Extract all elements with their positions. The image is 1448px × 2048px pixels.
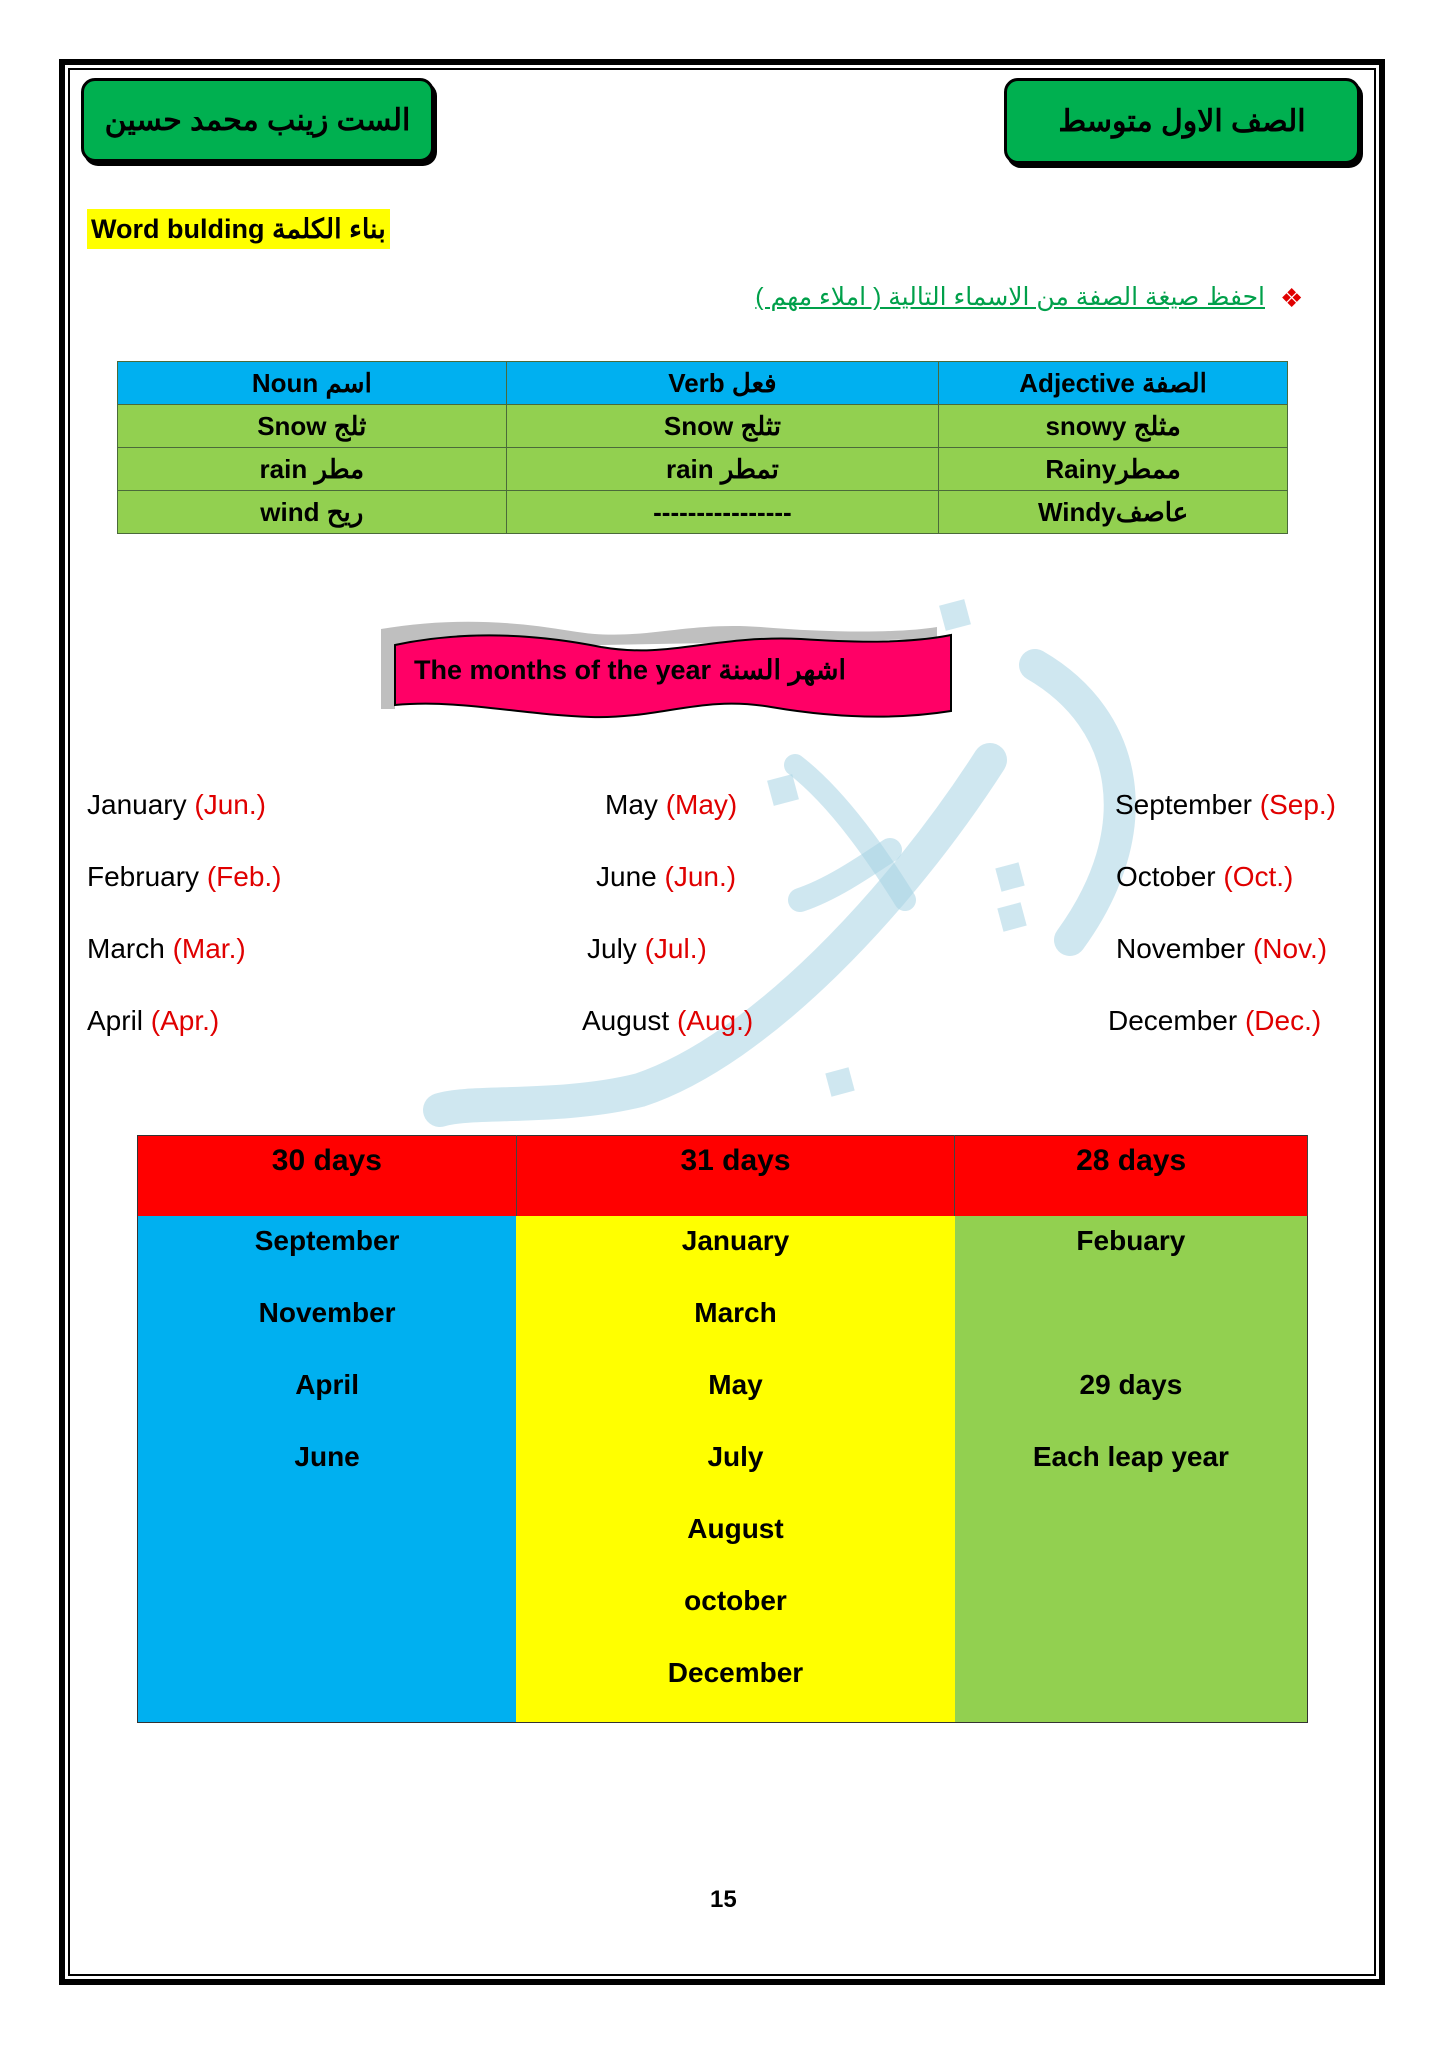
month-name: August [582,1005,670,1036]
month-abbreviation: (May) [665,789,738,820]
table-cell: Snow تثلج [506,405,939,448]
page-number: 15 [710,1886,737,1913]
month-cell: 29 days [1079,1368,1183,1400]
month-cell: May [708,1368,763,1400]
month-cell: June [294,1440,360,1472]
month-item [1115,789,1336,821]
col-30-days [138,1216,517,1723]
month-abbreviation: (Nov.) [1252,933,1328,964]
month-name: November [1116,933,1246,964]
month-abbreviation: (Apr.) [150,1005,220,1036]
month-abbreviation: (Dec.) [1244,1005,1322,1036]
table-header-row [118,362,1288,405]
grade-label: الصف الاول متوسط [1058,104,1306,138]
header-31-days: 31 days [516,1136,955,1216]
month-item [1108,1005,1321,1037]
month-name: February [87,861,200,892]
col-28-days [955,1216,1308,1723]
table-cell: Rainyممطر [939,448,1288,491]
month-cell: January [681,1224,790,1256]
month-abbreviation: (Jun.) [194,789,266,820]
month-item [87,789,266,821]
days-header-row [138,1136,1308,1216]
month-name: December [1108,1005,1238,1036]
days-body-row [138,1216,1308,1723]
month-name: September [1115,789,1252,820]
month-abbreviation: (Oct.) [1223,861,1294,892]
month-cell: December [667,1656,804,1688]
month-cell: Each leap year [1032,1440,1229,1472]
table-cell: rain تمطر [506,448,939,491]
month-abbreviation: (Mar.) [172,933,246,964]
month-name: July [587,933,637,964]
header-verb: Verb فعل [506,362,939,405]
month-cell: Febuary [1076,1224,1186,1256]
month-name: May [605,789,658,820]
table-row [118,405,1288,448]
month-cell: August [687,1512,784,1544]
days-table [137,1135,1308,1723]
month-cell: November [258,1296,396,1328]
month-abbreviation: (Jun.) [664,861,737,892]
table-cell: rain مطر [118,448,507,491]
table-cell: ---------------- [506,491,939,534]
month-cell: April [295,1368,359,1400]
month-item [87,1005,219,1037]
col-31-days [516,1216,955,1723]
month-cell: october [684,1584,787,1616]
table-cell: wind ريح [118,491,507,534]
word-building-table [117,361,1288,534]
banner-title: The months of the year اشهر السنة [414,655,846,685]
month-item [587,933,707,965]
table-cell: Windyعاصف [939,491,1288,534]
month-item [582,1005,753,1037]
month-name: June [596,861,657,892]
teacher-name: الست زينب محمد حسين [104,103,411,137]
header-adjective: Adjective الصفة [939,362,1288,405]
month-item [1116,861,1293,893]
month-abbreviation: (Sep.) [1259,789,1336,820]
month-item [87,933,246,965]
header-noun: Noun اسم [118,362,507,405]
month-item [87,861,282,893]
table-cell: snowy مثلج [939,405,1288,448]
grade-box [1004,78,1360,164]
month-abbreviation: (Aug.) [676,1005,754,1036]
teacher-name-box [81,78,434,162]
header-30-days: 30 days [138,1136,517,1216]
instruction-text: احفظ صيغة الصفة من الاسماء التالية ( املاء مهم ) [755,283,1265,311]
month-abbreviation: (Feb.) [206,861,282,892]
section-title: Word bulding بناء الكلمة [87,209,390,249]
month-name: October [1116,861,1216,892]
month-cell: September [254,1224,400,1256]
month-item [596,861,736,893]
month-item [605,789,737,821]
table-row [118,491,1288,534]
month-item [1116,933,1327,965]
month-name: April [87,1005,144,1036]
month-name: January [87,789,187,820]
month-cell: July [707,1440,764,1472]
month-name: March [87,933,165,964]
diamond-bullet-icon: ❖ [1280,283,1304,313]
table-row [118,448,1288,491]
month-cell: March [694,1296,777,1328]
table-cell: Snow ثلج [118,405,507,448]
header-28-days: 28 days [955,1136,1308,1216]
month-abbreviation: (Jul.) [644,933,707,964]
month-cell [955,1288,1307,1360]
